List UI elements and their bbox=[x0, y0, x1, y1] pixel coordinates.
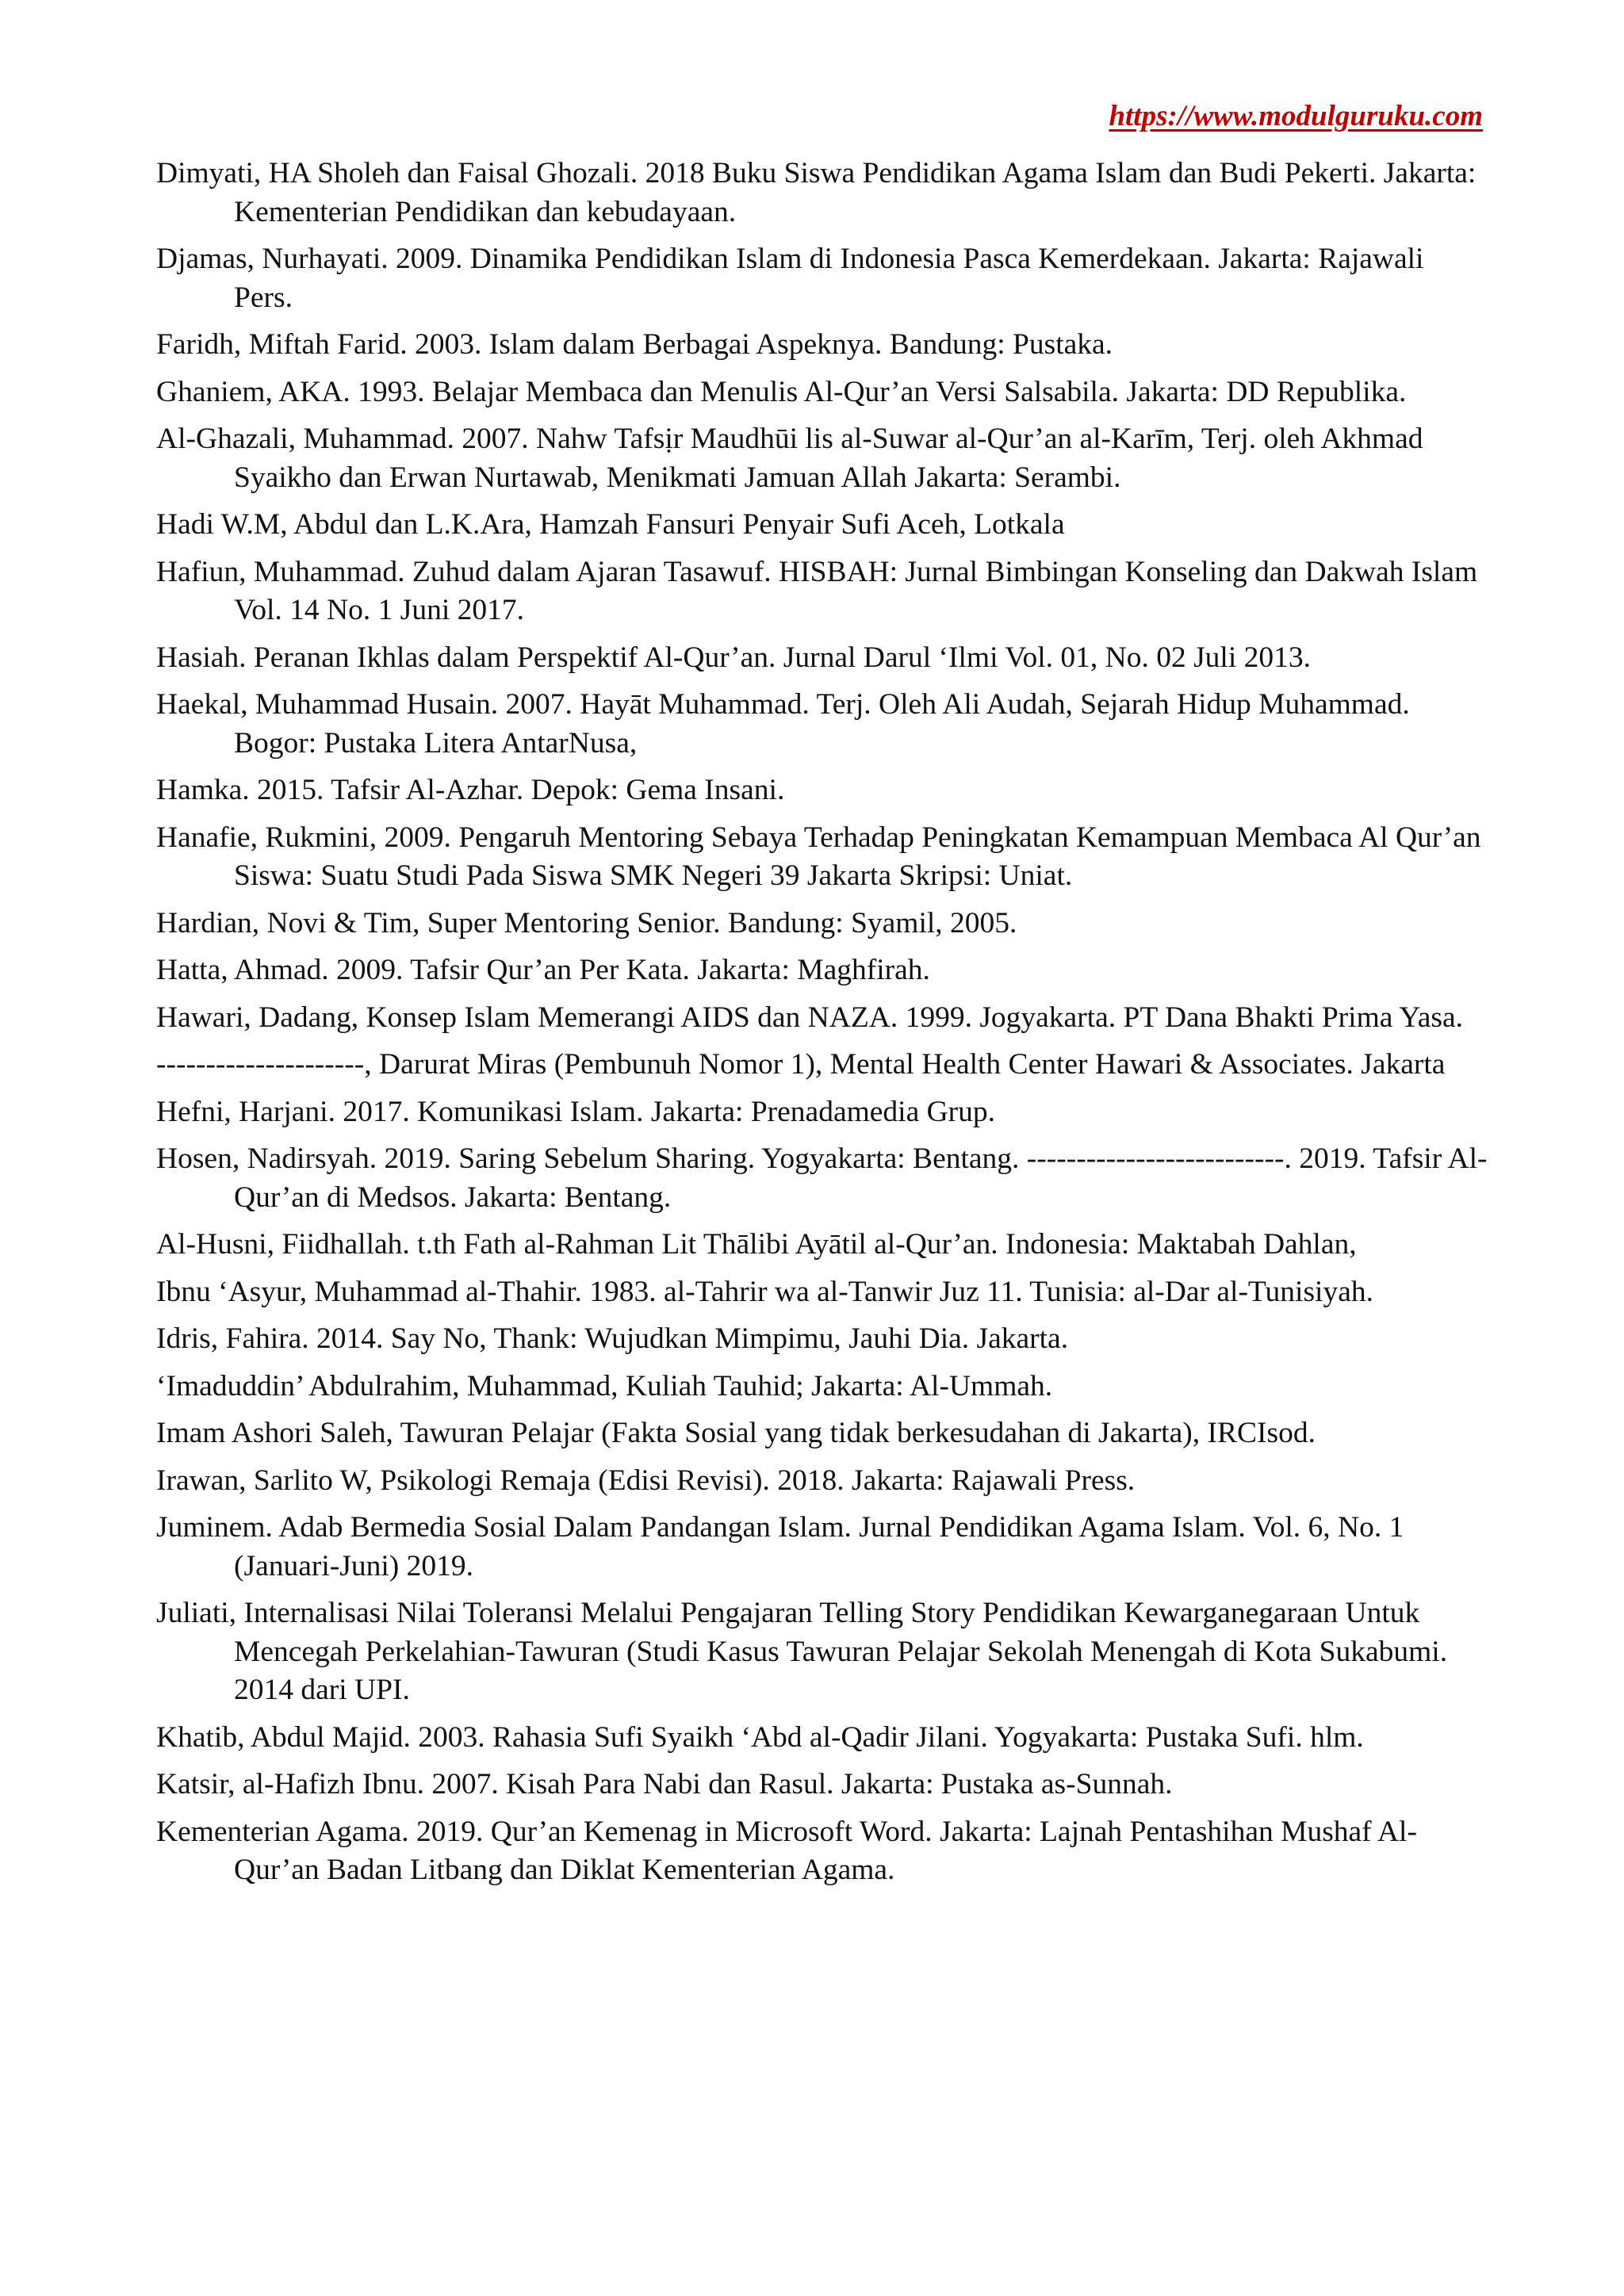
reference-item: Hardian, Novi & Tim, Super Mentoring Senior. Bandung: Syamil, 2005. bbox=[156, 906, 1017, 939]
reference-item: Hefni, Harjani. 2017. Komunikasi Islam. Jakarta: Prenadamedia Grup. bbox=[156, 1095, 996, 1128]
reference-item: Juliati, Internalisasi Nilai Toleransi Melalui Pengajaran Telling Story Pendidikan Kewarganegaraan Untuk Mencegah Perkelahian-Tawuran (Studi Kasus Tawuran Pelajar Sekolah Menengah di Kota Sukabumi. 2014 dari UPI. bbox=[156, 1597, 1448, 1706]
reference-item: Irawan, Sarlito W, Psikologi Remaja (Edisi Revisi). 2018. Jakarta: Rajawali Press. bbox=[156, 1464, 1136, 1497]
reference-item: ---------------------, Darurat Miras (Pembunuh Nomor 1), Mental Health Center Hawari & Associates. Jakarta bbox=[156, 1048, 1446, 1081]
reference-item: Khatib, Abdul Majid. 2003. Rahasia Sufi Syaikh ‘Abd al-Qadir Jilani. Yogyakarta: Pustaka Sufi. hlm. bbox=[156, 1720, 1364, 1754]
reference-item: Hasiah. Peranan Ikhlas dalam Perspektif Al-Qur’an. Jurnal Darul ‘Ilmi Vol. 01, No. 02 Juli 2013. bbox=[156, 641, 1311, 674]
reference-item: Hatta, Ahmad. 2009. Tafsir Qur’an Per Kata. Jakarta: Maghfirah. bbox=[156, 954, 930, 986]
reference-item: Al-Ghazali, Muhammad. 2007. Nahw Tafsịr Maudhūi lis al-Suwar al-Qur’an al-Karīm, Terj. oleh Akhmad Syaikho dan Erwan Nurtawab, Menikmati Jamuan Allah Jakarta: Serambi. bbox=[156, 423, 1423, 494]
reference-item: Hamka. 2015. Tafsir Al-Azhar. Depok: Gema Insani. bbox=[156, 774, 785, 806]
reference-item: ‘Imaduddin’ Abdulrahim, Muhammad, Kuliah Tauhid; Jakarta: Al-Ummah. bbox=[156, 1369, 1053, 1402]
reference-item: Kementerian Agama. 2019. Qur’an Kemenag in Microsoft Word. Jakarta: Lajnah Pentashihan Mushaf Al-Qur’an Badan Litbang dan Diklat Kementerian Agama. bbox=[156, 1815, 1417, 1886]
reference-item: Hadi W.M, Abdul dan L.K.Ara, Hamzah Fansuri Penyair Sufi Aceh, Lotkala bbox=[156, 508, 1065, 541]
reference-item: Katsir, al-Hafizh Ibnu. 2007. Kisah Para Nabi dan Rasul. Jakarta: Pustaka as-Sunnah. bbox=[156, 1768, 1173, 1800]
reference-item: Dimyati, HA Sholeh dan Faisal Ghozali. 2018 Buku Siswa Pendidikan Agama Islam dan Budi Pekerti. Jakarta: Kementerian Pendidikan dan kebudayaan. bbox=[156, 157, 1477, 228]
reference-item: Hawari, Dadang, Konsep Islam Memerangi AIDS dan NAZA. 1999. Jogyakarta. PT Dana Bhakti Prima Yasa. bbox=[156, 1001, 1463, 1034]
reference-item: Imam Ashori Saleh, Tawuran Pelajar (Fakta Sosial yang tidak berkesudahan di Jakarta), IRCIsod. bbox=[156, 1417, 1316, 1449]
reference-item: Hafiun, Muhammad. Zuhud dalam Ajaran Tasawuf. HISBAH: Jurnal Bimbingan Konseling dan Dakwah Islam Vol. 14 No. 1 Juni 2017. bbox=[156, 555, 1478, 626]
reference-item: Hanafie, Rukmini, 2009. Pengaruh Mentoring Sebaya Terhadap Peningkatan Kemampuan Membaca Al Qur’an Siswa: Suatu Studi Pada Siswa SMK Negeri 39 Jakarta Skripsi: Uniat. bbox=[156, 821, 1481, 892]
reference-item: Ibnu ‘Asyur, Muhammad al-Thahir. 1983. al-Tahrir wa al-Tanwir Juz 11. Tunisia: al-Dar al-Tunisiyah. bbox=[156, 1275, 1373, 1308]
reference-item: Al-Husni, Fiidhallah. t.th Fath al-Rahman Lit Thālibi Ayātil al-Qur’an. Indonesia: Maktabah Dahlan, bbox=[156, 1228, 1357, 1261]
reference-item: Juminem. Adab Bermedia Sosial Dalam Pandangan Islam. Jurnal Pendidikan Agama Islam. Vol. 6, No. 1 (Januari-Juni) 2019. bbox=[156, 1511, 1404, 1582]
reference-list bbox=[156, 155, 1488, 1899]
reference-item: Djamas, Nurhayati. 2009. Dinamika Pendidikan Islam di Indonesia Pasca Kemerdekaan. Jakarta: Rajawali Pers. bbox=[156, 243, 1424, 314]
reference-item: Haekal, Muhammad Husain. 2007. Hayāt Muhammad. Terj. Oleh Ali Audah, Sejarah Hidup Muhammad. Bogor: Pustaka Litera AntarNusa, bbox=[156, 688, 1410, 760]
reference-item: Faridh, Miftah Farid. 2003. Islam dalam Berbagai Aspeknya. Bandung: Pustaka. bbox=[156, 328, 1113, 361]
reference-item: Ghaniem, AKA. 1993. Belajar Membaca dan Menulis Al-Qur’an Versi Salsabila. Jakarta: DD Republika. bbox=[156, 375, 1407, 408]
website-link[interactable]: https://www.modulguruku.com bbox=[1109, 100, 1483, 132]
reference-item: Idris, Fahira. 2014. Say No, Thank: Wujudkan Mimpimu, Jauhi Dia. Jakarta. bbox=[156, 1322, 1069, 1355]
reference-item: Hosen, Nadirsyah. 2019. Saring Sebelum Sharing. Yogyakarta: Bentang. --------------------------. 2019. Tafsir Al-Qur’an di Medsos. Jakarta: Bentang. bbox=[156, 1142, 1488, 1214]
